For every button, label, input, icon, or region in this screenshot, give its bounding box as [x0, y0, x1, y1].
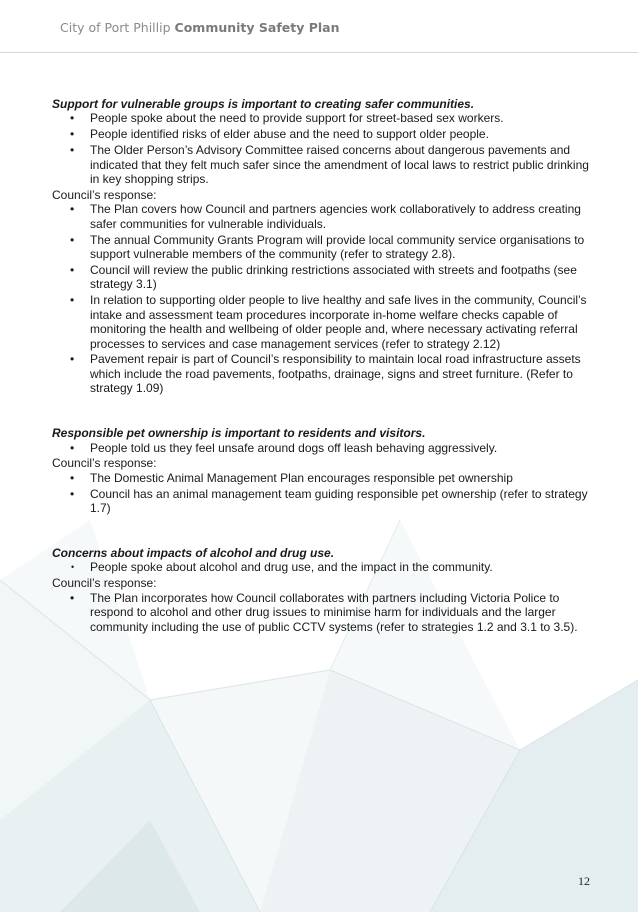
list-item: • Council has an animal management team guiding responsible pet ownership (refer to strategy 1.7) [90, 487, 592, 516]
list-item: • Council will review the public drinking restrictions associated with streets and footpaths (see strategy 3.1) [90, 263, 592, 292]
page-number: 12 [578, 874, 590, 888]
council-response-list [52, 202, 592, 395]
list-item: • The Plan covers how Council and partners agencies work collaboratively to address creating safer communities for vulnerable individuals. [90, 202, 592, 231]
page-content [52, 97, 592, 636]
section-pet-ownership [52, 426, 592, 515]
header-org: City of Port Phillip [60, 20, 171, 35]
list-item: • In relation to supporting older people to live healthy and safe lives in the community, Council’s intake and assessment team procedures incorporate in-home welfare checks capable of monitoring the health and wellbeing of older people and, where necessary activating referral processes to services and case management services (refer to strategy 2.12) [90, 293, 592, 351]
section-alcohol-drugs [52, 546, 592, 634]
header-text [60, 20, 340, 35]
list-item: • People spoke about the need to provide support for street-based sex workers. [90, 111, 592, 125]
response-label: Council’s response: [52, 576, 157, 591]
community-feedback-list [52, 560, 592, 574]
section-title: Responsible pet ownership is important to residents and visitors. [52, 426, 426, 441]
list-item: • Pavement repair is part of Council’s responsibility to maintain local road infrastructure assets which include the road pavements, footpaths, drainage, signs and street furniture. (Refer to strategy 1.09) [90, 352, 592, 395]
response-label: Council’s response: [52, 187, 157, 202]
section-title: Support for vulnerable groups is important to creating safer communities. [52, 97, 475, 111]
list-item: • People spoke about alcohol and drug use, and the impact in the community. [90, 560, 592, 574]
list-item: • The Older Person’s Advisory Committee raised concerns about dangerous pavements and indicated that they felt much safer since the amendment of local laws to restrict public drinking in key shopping strips. [90, 143, 592, 186]
section-vulnerable-groups [52, 97, 592, 396]
council-response-list [52, 591, 592, 634]
header-title: Community Safety Plan [174, 20, 340, 35]
list-item: • People identified risks of elder abuse and the need to support older people. [90, 127, 592, 141]
list-item: • People told us they feel unsafe around dogs off leash behaving aggressively. [90, 441, 592, 455]
section-title: Concerns about impacts of alcohol and drug use. [52, 546, 335, 561]
list-item: • The Plan incorporates how Council collaborates with partners including Victoria Police to respond to alcohol and other drug issues to minimise harm for individuals and the larger community including the use of public CCTV systems (refer to strategies 1.2 and 3.1 to 3.5). [90, 591, 592, 634]
page-header [0, 0, 638, 53]
council-response-list [52, 471, 592, 516]
list-item: • The Domestic Animal Management Plan encourages responsible pet ownership [90, 471, 592, 485]
list-item: • The annual Community Grants Program will provide local community service organisations to support vulnerable members of the community (refer to strategy 2.8). [90, 233, 592, 262]
community-feedback-list [52, 111, 592, 186]
response-label: Council’s response: [52, 456, 157, 471]
community-feedback-list [52, 441, 592, 455]
